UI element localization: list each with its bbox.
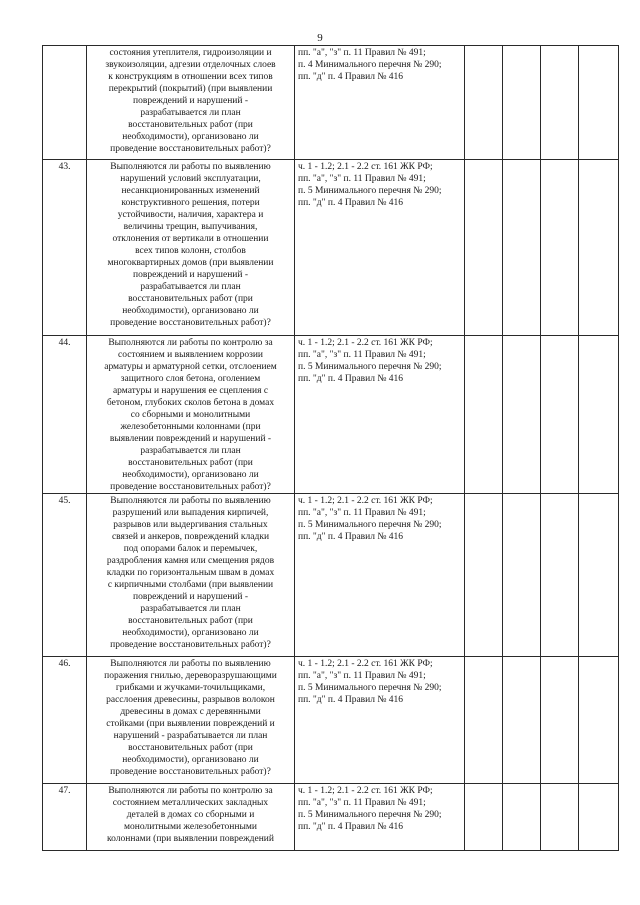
reference-line: п. 5 Минимального перечня № 290; [298,520,442,530]
question-line: разрывов или выдергивания стальных [113,520,268,530]
legal-reference-cell [295,160,465,336]
question-line: выявлении повреждений и нарушений - [109,434,272,444]
answer-yes-cell[interactable] [465,336,503,494]
reference-line: пп. "д" п. 4 Правил № 416 [298,532,404,542]
question-line: с кирпичными столбами (при выявлении [107,580,274,590]
question-line: разрабатывается ли план [140,446,241,456]
question-line: восстановительных работ (при [128,458,253,468]
reference-line: пп. "д" п. 4 Правил № 416 [298,822,404,832]
question-line: проведение восстановительных работ)? [110,640,271,650]
answer-no-cell[interactable] [503,657,541,784]
answer-na-cell[interactable] [541,336,579,494]
answer-na-cell[interactable] [541,657,579,784]
question-line: деталей в домах со сборными и [126,810,255,820]
row-number: 44. [43,336,87,494]
question-line: грибками и жучками-точильщиками, [115,683,266,693]
reference-line: пп. "а", "з" п. 11 Правил № 491; [298,350,426,360]
note-cell[interactable] [579,160,619,336]
note-cell[interactable] [579,784,619,851]
reference-line: пп. "д" п. 4 Правил № 416 [298,695,404,705]
answer-yes-cell[interactable] [465,46,503,160]
question-line: всех типов колонн, столбов [135,246,246,256]
question-line: состоянием металлических закладных [112,798,269,808]
legal-reference-cell [295,657,465,784]
question-line: Выполняются ли работы по выявлению [110,659,271,669]
reference-line: ч. 1 - 1.2; 2.1 - 2.2 ст. 161 ЖК РФ; [298,659,433,669]
answer-na-cell[interactable] [541,160,579,336]
question-line: расслоения древесины, разрывов волокон [106,695,275,705]
question-line: устойчивости, наличия, характера и [117,210,264,220]
answer-no-cell[interactable] [503,160,541,336]
question-line: перекрытий (покрытий) (при выявлении [108,84,273,94]
reference-line: пп. "а", "з" п. 11 Правил № 491; [298,174,426,184]
question-line: арматуры и нарушения ее сцепления с [112,386,269,396]
legal-reference-cell [295,46,465,160]
reference-line: пп. "д" п. 4 Правил № 416 [298,72,404,82]
answer-yes-cell[interactable] [465,657,503,784]
question-line: стойками (при выявлении повреждений и [106,719,275,729]
answer-na-cell[interactable] [541,46,579,160]
question-line: Выполняются ли работы по выявлению [110,162,271,172]
question-cell [87,46,295,160]
legal-reference-cell [295,336,465,494]
reference-line: п. 4 Минимального перечня № 290; [298,60,442,70]
table-row [43,160,619,336]
reference-line: ч. 1 - 1.2; 2.1 - 2.2 ст. 161 ЖК РФ; [298,786,433,796]
question-line: повреждений и нарушений - [133,96,248,106]
question-cell [87,494,295,657]
question-line: проведение восстановительных работ)? [110,482,271,492]
reference-line: пп. "д" п. 4 Правил № 416 [298,374,404,384]
legal-reference-cell [295,494,465,657]
question-line: колоннами (при выявлении повреждений [107,834,274,844]
reference-line: пп. "а", "з" п. 11 Правил № 491; [298,671,426,681]
row-number [43,46,87,160]
question-line: звукоизоляции, адгезии отделочных слоев [105,60,276,70]
reference-line: п. 5 Минимального перечня № 290; [298,683,442,693]
reference-line: ч. 1 - 1.2; 2.1 - 2.2 ст. 161 ЖК РФ; [298,496,433,506]
question-line: поражения гнилью, дереворазрушающими [104,671,277,681]
question-line: проведение восстановительных работ)? [110,144,271,154]
answer-no-cell[interactable] [503,336,541,494]
table-row [43,784,619,851]
question-line: железобетонными колоннами (при [120,422,261,432]
reference-line: пп. "а", "з" п. 11 Правил № 491; [298,508,426,518]
question-line: восстановительных работ (при [128,616,253,626]
question-line: проведение восстановительных работ)? [110,767,271,777]
question-line: связей и анкеров, повреждений кладки [111,532,270,542]
checklist-table [42,45,619,851]
row-number: 47. [43,784,87,851]
reference-line: п. 5 Минимального перечня № 290; [298,810,442,820]
question-line: проведение восстановительных работ)? [110,318,271,328]
question-line: необходимости), организовано ли [122,628,259,638]
row-number: 46. [43,657,87,784]
question-line: нарушений - разрабатывается ли план [113,731,268,741]
question-line: Выполняются ли работы по контролю за [108,338,273,348]
question-cell [87,657,295,784]
reference-line: п. 5 Минимального перечня № 290; [298,362,442,372]
question-cell [87,784,295,851]
question-line: раздробления камня или смещения рядов [106,556,275,566]
answer-na-cell[interactable] [541,784,579,851]
question-line: несанкционированных изменений [121,186,260,196]
question-line: нарушений условий эксплуатации, [120,174,261,184]
answer-yes-cell[interactable] [465,784,503,851]
note-cell[interactable] [579,336,619,494]
question-line: монолитными железобетонными [124,822,257,832]
question-line: под опорами балок и перемычек, [123,544,258,554]
question-line: бетоном, глубоких сколов бетона в домах [106,398,275,408]
checklist-rows [43,46,619,851]
note-cell[interactable] [579,46,619,160]
row-number: 43. [43,160,87,336]
question-line: древесины в домах с деревянными [120,707,261,717]
question-line: восстановительных работ (при [128,743,253,753]
question-line: разрабатывается ли план [140,282,241,292]
table-row [43,494,619,657]
reference-line: ч. 1 - 1.2; 2.1 - 2.2 ст. 161 ЖК РФ; [298,162,433,172]
note-cell[interactable] [579,657,619,784]
question-line: необходимости), организовано ли [122,470,259,480]
question-cell [87,160,295,336]
question-line: повреждений и нарушений - [133,270,248,280]
question-line: отклонения от вертикали в отношении [112,234,269,244]
question-line: восстановительных работ (при [128,120,253,130]
question-line: защитного слоя бетона, оголением [120,374,261,384]
question-line: разрабатывается ли план [140,604,241,614]
reference-line: пп. "д" п. 4 Правил № 416 [298,198,404,208]
question-line: состоянием и выявлением коррозии [118,350,263,360]
answer-no-cell[interactable] [503,46,541,160]
question-line: арматуры и арматурной сетки, отслоением [104,362,277,372]
question-line: Выполняются ли работы по выявлению [110,496,271,506]
question-cell [87,336,295,494]
question-line: восстановительных работ (при [128,294,253,304]
question-line: разрабатывается ли план [140,108,241,118]
note-cell[interactable] [579,494,619,657]
reference-line: пп. "а", "з" п. 11 Правил № 491; [298,48,426,58]
question-line: необходимости), организовано ли [122,755,259,765]
question-line: повреждений и нарушений - [133,592,248,602]
question-line: состояния утеплителя, гидроизоляции и [109,48,272,58]
question-line: необходимости), организовано ли [122,306,259,316]
legal-reference-cell [295,784,465,851]
question-line: к конструкциям в отношении всех типов [108,72,273,82]
table-row [43,46,619,160]
question-line: конструктивного решения, потери [121,198,260,208]
reference-line: пп. "а", "з" п. 11 Правил № 491; [298,798,426,808]
reference-line: ч. 1 - 1.2; 2.1 - 2.2 ст. 161 ЖК РФ; [298,338,433,348]
answer-yes-cell[interactable] [465,494,503,657]
question-line: кладки по горизонтальным швам в домах [106,568,275,578]
table-row [43,657,619,784]
question-line: необходимости), организовано ли [122,132,259,142]
question-line: разрушений или выпадения кирпичей, [112,508,269,518]
row-number: 45. [43,494,87,657]
answer-na-cell[interactable] [541,494,579,657]
reference-line: п. 5 Минимального перечня № 290; [298,186,442,196]
question-line: многоквартирных домов (при выявлении [107,258,274,268]
question-line: величины трещин, выпучивания, [123,222,258,232]
question-line: со сборными и монолитными [130,410,251,420]
answer-yes-cell[interactable] [465,160,503,336]
answer-no-cell[interactable] [503,494,541,657]
table-row [43,336,619,494]
answer-no-cell[interactable] [503,784,541,851]
question-line: Выполняются ли работы по контролю за [108,786,273,796]
page-number: 9 [317,32,323,44]
